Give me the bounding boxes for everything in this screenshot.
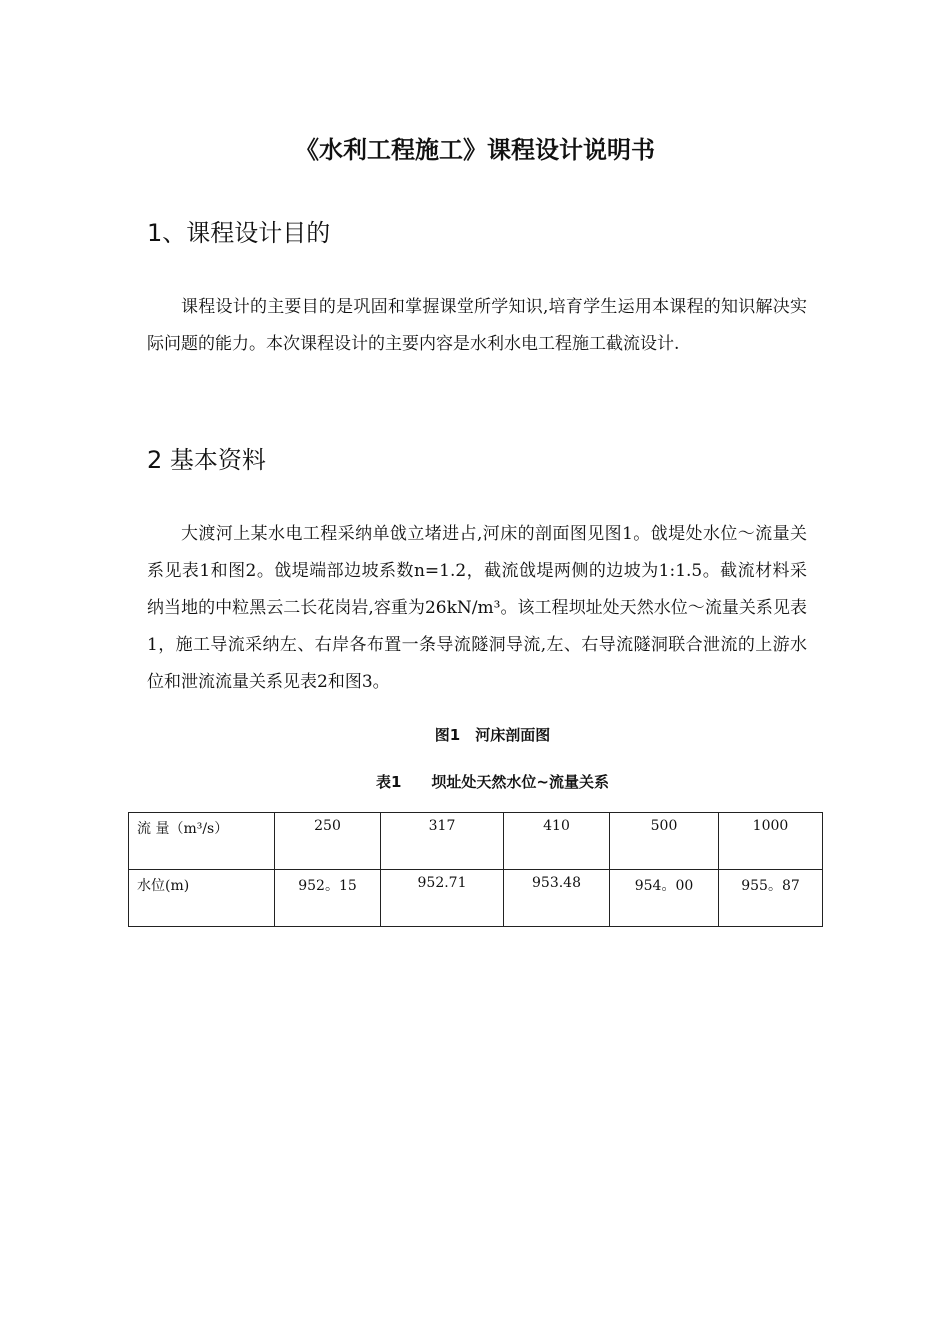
- document-title: 《水利工程施工》课程设计说明书: [295, 136, 655, 164]
- table-row-header: 水位(m): [129, 870, 275, 927]
- section-paragraph-purpose: 课程设计的主要目的是巩固和掌握课堂所学知识,培育学生运用本课程的知识解决实际问题的能力。本次课程设计的主要内容是水利水电工程施工截流设计.: [147, 297, 807, 354]
- table-cell: 317: [381, 813, 504, 870]
- section-heading-purpose: 1、课程设计目的: [147, 219, 331, 247]
- figure-caption: 图1 河床剖面图: [434, 726, 551, 744]
- table-cell: 953.48: [504, 870, 610, 927]
- flow-level-table: [128, 812, 823, 927]
- table-cell: 952.71: [381, 870, 504, 927]
- table-cell: 410: [504, 813, 610, 870]
- section-heading-basic-data: 2 基本资料: [147, 446, 266, 474]
- table-cell: 955。87: [719, 870, 823, 927]
- table-row-header: 流 量（m³/s）: [129, 813, 275, 870]
- section-paragraph-basic-data: 大渡河上某水电工程采纳单戗立堵进占,河床的剖面图见图1。戗堤处水位～流量关系见表1和图2。戗堤端部边坡系数n=1.2，截流戗堤两侧的边坡为1:1.5。截流材料采纳当地的中粒黑云二长花岗岩,容重为26kN/m³。该工程坝址处天然水位～流量关系见表1，施工导流采纳左、右岸各布置一条导流隧洞导流,左、右导流隧洞联合泄流的上游水位和泄流流量关系见表2和图3。: [147, 524, 807, 692]
- table-row: [129, 870, 823, 927]
- table-row: [129, 813, 823, 870]
- table-caption: 表1 坝址处天然水位~流量关系: [375, 773, 609, 791]
- table-cell: 500: [610, 813, 719, 870]
- table-cell: 1000: [719, 813, 823, 870]
- table-cell: 952。15: [275, 870, 381, 927]
- table-cell: 954。00: [610, 870, 719, 927]
- table-cell: 250: [275, 813, 381, 870]
